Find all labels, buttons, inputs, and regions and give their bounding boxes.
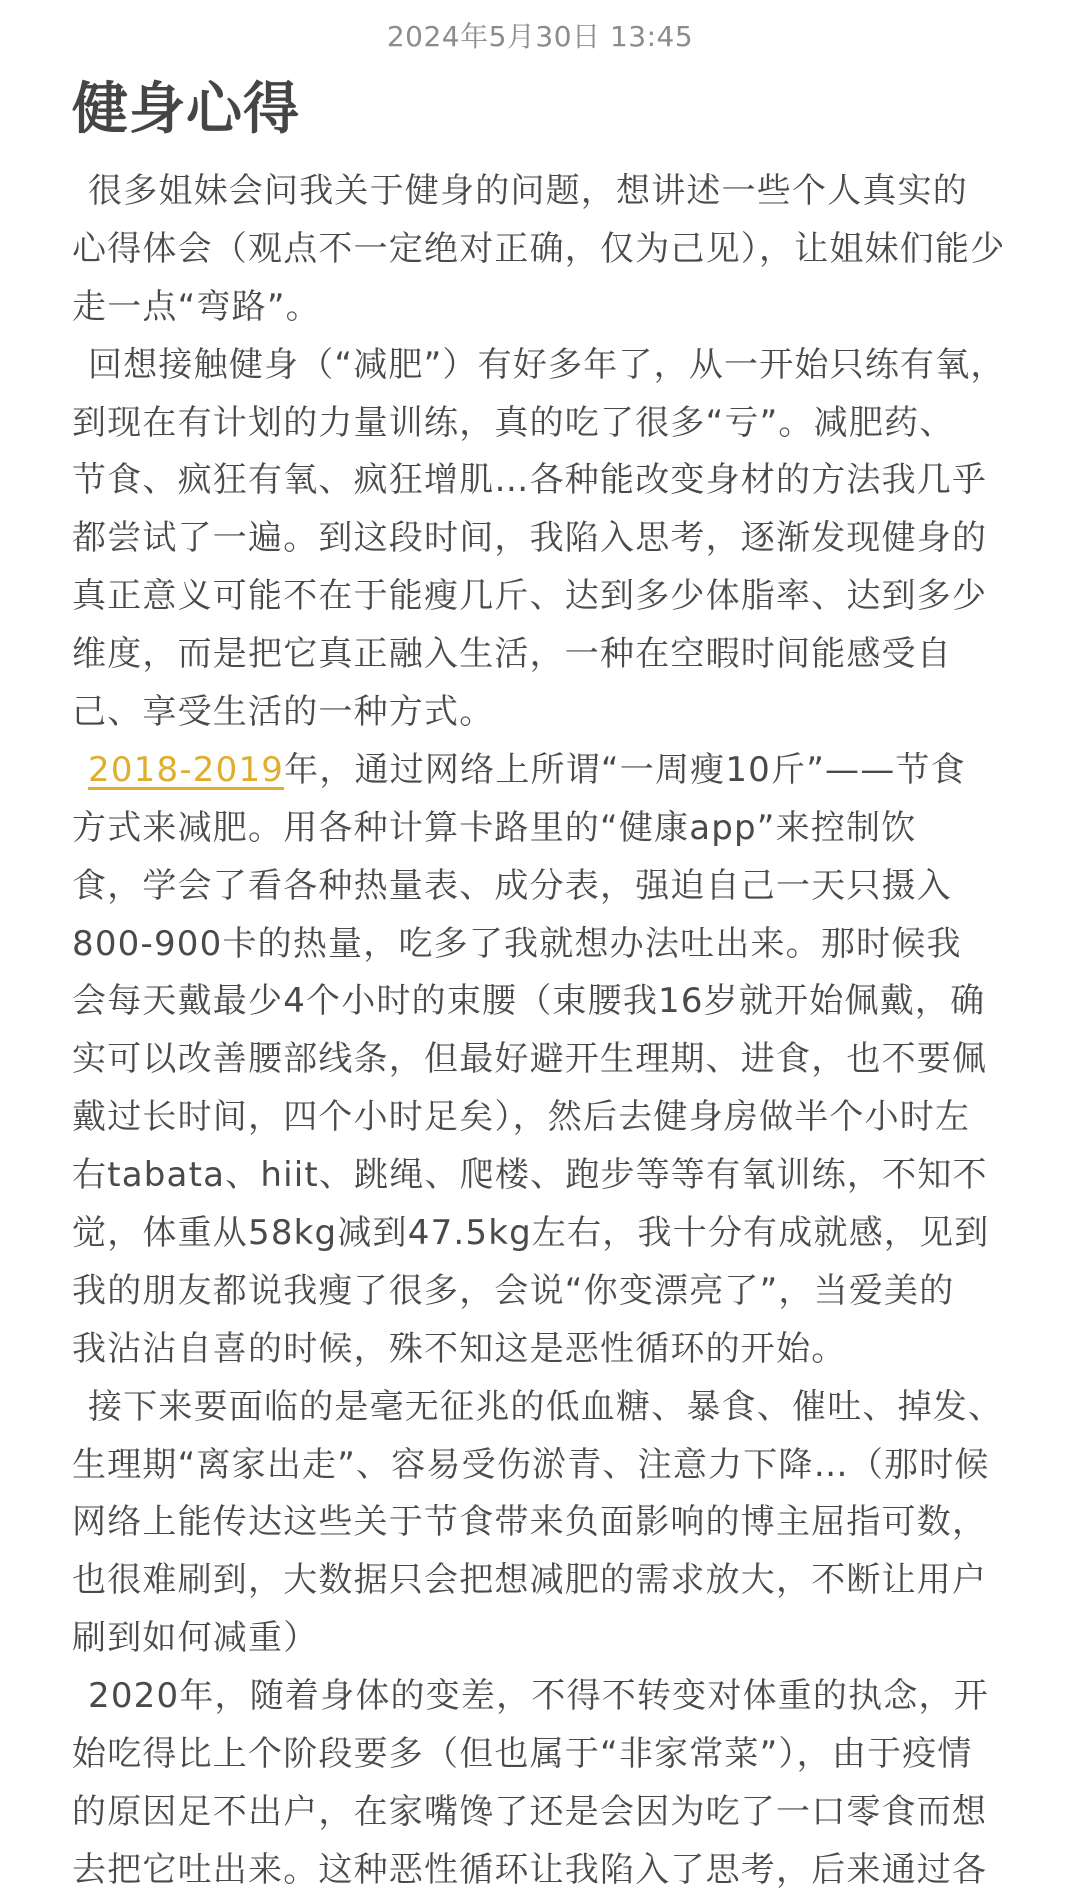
text-line: 己、享受生活的一种方式。	[72, 692, 495, 733]
text-line: 回想接触健身（“减肥”）有好多年了，从一开始只练有氧，	[88, 344, 1006, 385]
text-line: 很多姐妹会问我关于健身的问题，想讲述一些个人真实的	[88, 171, 968, 211]
text-line: 食，学会了看各种热量表、成分表，强迫自己一天只摄入	[72, 865, 952, 906]
text-line: 方式来减肥。用各种计算卡路里的“健康app”来控制饮	[72, 807, 917, 848]
text-line: 真正意义可能不在于能瘦几斤、达到多少体脂率、达到多少	[72, 576, 988, 617]
text-line: 觉，体重从58kg减到47.5kg左右，我十分有成就感，见到	[72, 1213, 990, 1254]
text-line: 到现在有计划的力量训练，真的吃了很多“亏”。减肥药、	[72, 402, 955, 443]
text-line: 网络上能传达这些关于节食带来负面影响的博主屈指可数，	[72, 1502, 988, 1543]
note-body[interactable]	[72, 163, 1022, 1900]
text-line: 维度，而是把它真正融入生活，一种在空暇时间能感受自	[72, 634, 952, 675]
text-line: 会每天戴最少4个小时的束腰（束腰我16岁就开始佩戴，确	[72, 981, 986, 1022]
paragraph-3	[72, 742, 1022, 1379]
text-line: 我的朋友都说我瘦了很多，会说“你变漂亮了”，当爱美的	[72, 1270, 955, 1311]
note-title[interactable]: 健身心得	[72, 77, 300, 142]
text-line: 去把它吐出来。这种恶性循环让我陷入了思考，后来通过各	[72, 1849, 988, 1890]
paragraph-2	[72, 337, 1022, 742]
note-timestamp: 2024年5月30日 13:45	[386, 20, 694, 53]
paragraph-1	[72, 163, 1022, 337]
text-line: 走一点“弯路”。	[72, 286, 321, 327]
text-line: 都尝试了一遍。到这段时间，我陷入思考，逐渐发现健身的	[72, 518, 988, 559]
text-line: 右tabata、hiit、跳绳、爬楼、跑步等等有氧训练，不知不	[72, 1155, 988, 1196]
text-line: 节食、疯狂有氧、疯狂增肌…各种能改变身材的方法我几乎	[72, 460, 988, 501]
paragraph-5	[72, 1668, 1022, 1900]
paragraph-4	[72, 1379, 1022, 1668]
text-line: 心得体会（观点不一定绝对正确，仅为己见），让姐妹们能少	[72, 228, 1006, 269]
date-range-link[interactable]: 2018-2019	[88, 749, 285, 790]
text-line: 800-900卡的热量，吃多了我就想办法吐出来。那时候我	[72, 923, 962, 964]
text-line: 刷到如何减重）	[72, 1618, 319, 1659]
text-line: 生理期“离家出走”、容易受伤淤青、注意力下降…（那时候	[72, 1444, 990, 1485]
text-line: 2020年，随着身体的变差，不得不转变对体重的执念，开	[88, 1676, 989, 1717]
text-fragment: 年，通过网络上所谓“一周瘦10斤”——节食	[284, 749, 966, 790]
text-line: 也很难刷到，大数据只会把想减肥的需求放大，不断让用户	[72, 1560, 988, 1601]
text-line: 我沾沾自喜的时候，殊不知这是恶性循环的开始。	[72, 1328, 847, 1369]
text-line: 接下来要面临的是毫无征兆的低血糖、暴食、催吐、掉发、	[88, 1386, 1004, 1427]
text-line	[72, 742, 1022, 800]
text-line: 始吃得比上个阶段要多（但也属于“非家常菜”），由于疫情	[72, 1734, 973, 1775]
text-line: 戴过长时间，四个小时足矣），然后去健身房做半个小时左	[72, 1097, 971, 1138]
text-line: 实可以改善腰部线条，但最好避开生理期、进食，也不要佩	[72, 1039, 988, 1080]
text-line: 的原因足不出户，在家嘴馋了还是会因为吃了一口零食而想	[72, 1791, 988, 1832]
